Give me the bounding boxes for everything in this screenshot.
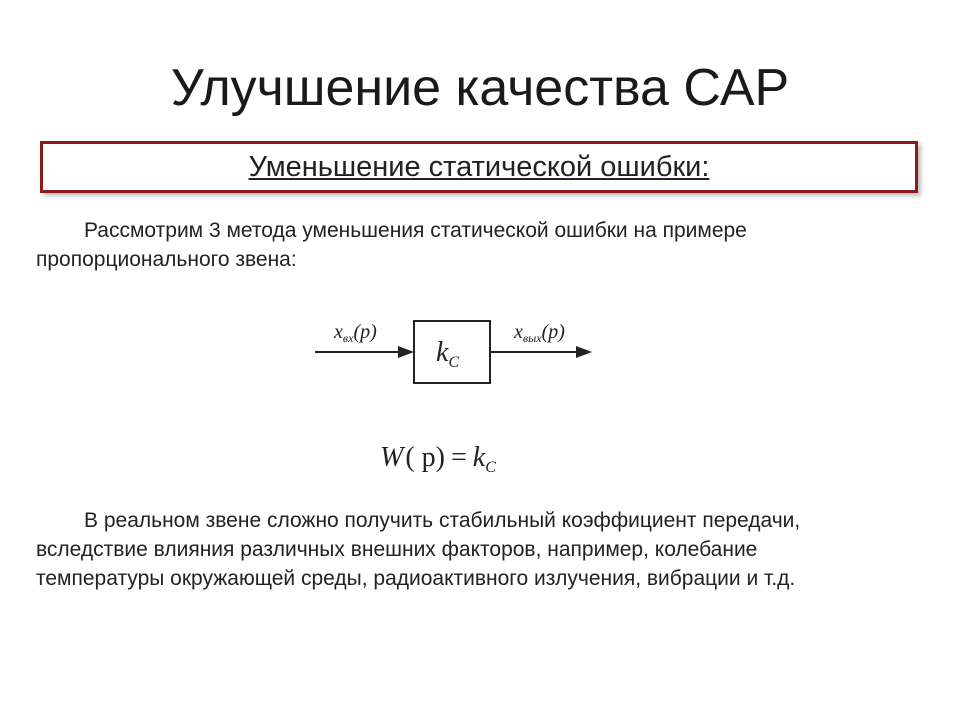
transfer-function-formula (376, 436, 536, 478)
output-arrow-head (576, 346, 592, 358)
explanation-line-3: температуры окружающей среды, радиоактивного излучения, вибрации и т.д. (36, 567, 796, 590)
output-label: $x_{вых}(p)$ (514, 321, 565, 345)
intro-paragraph (36, 216, 916, 274)
gain-symbol: $k_C$ (436, 337, 460, 371)
slide-subtitle: Уменьшение статической ошибки: (248, 151, 710, 183)
explanation-line-1: В реальном звене сложно получить стабильный коэффициент передачи, (84, 509, 801, 532)
intro-line-1: Рассмотрим 3 метода уменьшения статической ошибки на примере (84, 219, 747, 242)
input-arrow-head (398, 346, 414, 358)
input-label: $x_{вх}(p)$ (334, 321, 377, 345)
block-diagram (310, 305, 600, 395)
subtitle-frame (40, 141, 918, 193)
slide-title: Улучшение качества САР (170, 59, 790, 117)
gain-block (414, 321, 490, 383)
formula-text: W( $p) = k_C$ (380, 442, 496, 476)
explanation-line-2: вследствие влияния различных внешних факторов, например, колебание (36, 538, 758, 561)
intro-line-2: пропорционального звена: (36, 248, 297, 271)
explanation-paragraph (36, 506, 916, 593)
